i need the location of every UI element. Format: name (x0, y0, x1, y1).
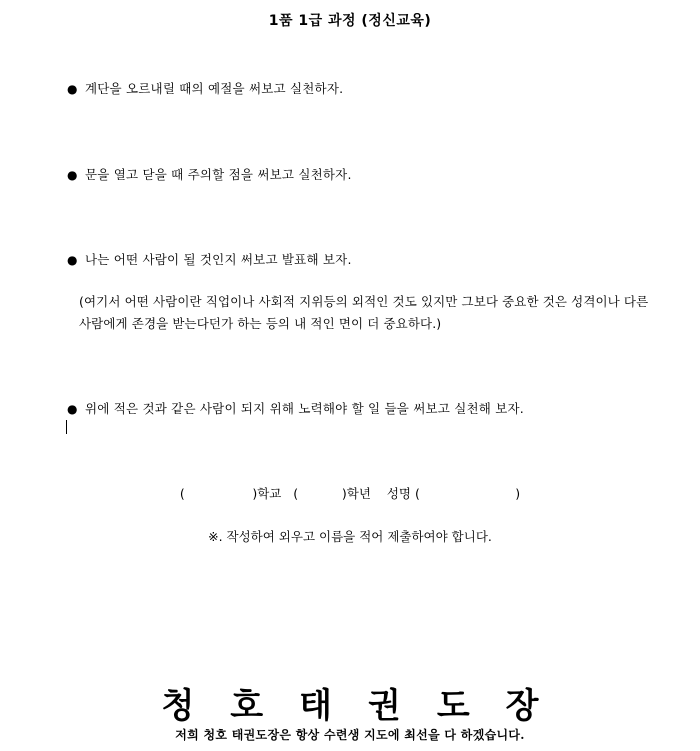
name-field[interactable]: 성명 ( ) (386, 486, 521, 501)
question-3-text: 나는 어떤 사람이 될 것인지 써보고 발표해 보자. (85, 252, 352, 267)
dojang-name: 청호태권도장 (161, 686, 575, 726)
bullet-icon: ● (67, 82, 78, 96)
student-info-form (0, 484, 700, 502)
question-1 (67, 79, 343, 97)
question-4 (67, 399, 524, 417)
page-title: 1품 1급 과정 (정신교육) (268, 13, 432, 29)
question-3 (67, 250, 352, 268)
question-4-text: 위에 적은 것과 같은 사람이 되지 위해 노력해야 할 일 들을 써보고 실천해 보자. (85, 401, 524, 416)
question-2-text: 문을 열고 닫을 때 주의할 점을 써보고 실천하자. (85, 167, 352, 182)
note-paragraph: (여기서 어떤 사람이란 직업이나 사회적 지위등의 외적인 것도 있지만 그보다 중요한 것은 성격이나 다른 사람에게 존경을 받는다던가 하는 등의 내 적인 면이 더 중요하다.) (79, 294, 649, 331)
submission-instruction: ※. 작성하여 외우고 이름을 적어 제출하여야 합니다. (208, 529, 492, 544)
bullet-icon: ● (67, 402, 78, 416)
question-1-text: 계단을 오르내릴 때의 예절을 써보고 실천하자. (85, 81, 344, 96)
question-2 (67, 165, 352, 183)
bullet-icon: ● (67, 168, 78, 182)
grade-field[interactable]: ( )학년 (293, 486, 371, 501)
dojang-slogan: 저희 청호 태권도장은 항상 수련생 지도에 최선을 다 하겠습니다. (175, 728, 525, 742)
bullet-icon: ● (67, 253, 78, 267)
text-cursor[interactable] (66, 420, 67, 434)
school-field[interactable]: ( )학교 (179, 486, 282, 501)
